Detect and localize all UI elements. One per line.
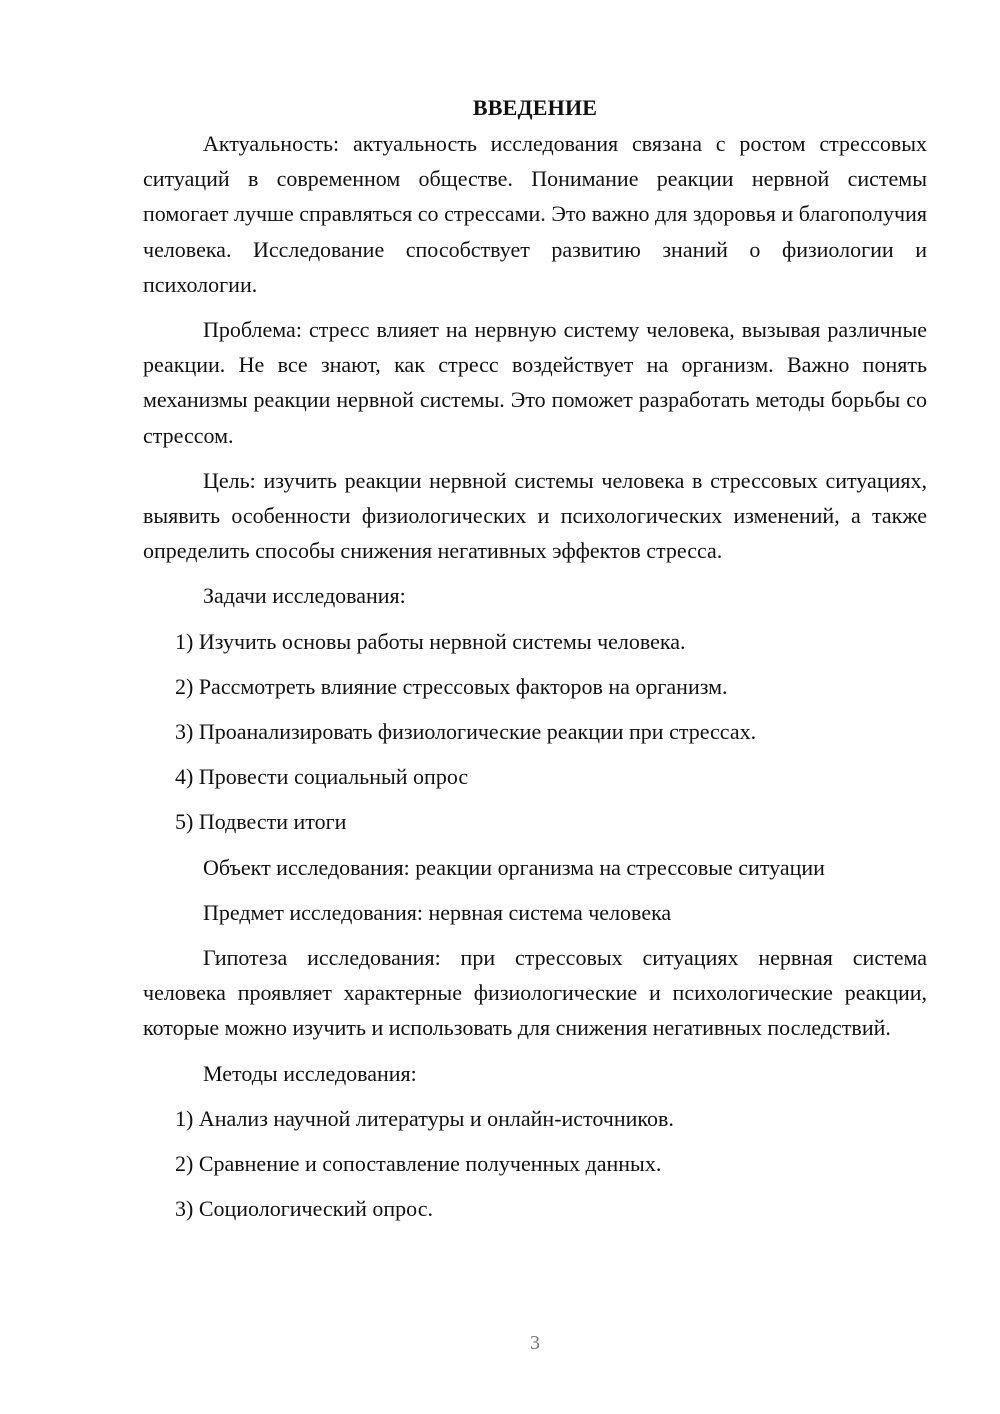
list-item: 4) Провести социальный опрос (175, 764, 469, 790)
list-item: 5) Подвести итоги (175, 809, 347, 835)
tasks-heading: Задачи исследования: (203, 583, 406, 609)
list-item: 3) Проанализировать физиологические реакции при стрессах. (175, 719, 757, 745)
list-item: 1) Анализ научной литературы и онлайн-источников. (175, 1105, 674, 1131)
page-number: 3 (530, 1332, 540, 1354)
list-item: 3) Социологический опрос. (175, 1196, 433, 1222)
document-page (143, 90, 927, 1236)
list-item: 2) Рассмотреть влияние стрессовых факторов на организм. (175, 673, 728, 699)
object-paragraph: Объект исследования: реакции организма на стрессовые ситуации (203, 854, 825, 880)
relevance-paragraph: Актуальность: актуальность исследования связана с ростом стрессовых ситуаций в современном обществе. Понимание реакции нервной системы помогает лучше справляться со стрессами. Это важно для здоровья и благополучия человека. Исследование способствует развитию знаний о физиологии и психологии. (143, 131, 927, 297)
methods-heading: Методы исследования: (203, 1060, 417, 1086)
section-title: ВВЕДЕНИЕ (472, 95, 598, 120)
list-item: 2) Сравнение и сопоставление полученных данных. (175, 1151, 662, 1177)
list-item: 1) Изучить основы работы нервной системы человека. (175, 628, 686, 654)
tasks-list (143, 624, 927, 840)
methods-list (143, 1101, 927, 1227)
subject-paragraph: Предмет исследования: нервная система человека (203, 899, 672, 925)
goal-paragraph: Цель: изучить реакции нервной системы человека в стрессовых ситуациях, выявить особенности физиологических и психологических изменений, а также определить способы снижения негативных эффектов стресса. (143, 467, 927, 564)
problem-paragraph: Проблема: стресс влияет на нервную систему человека, вызывая различные реакции. Не все знают, как стресс воздействует на организм. Важно понять механизмы реакции нервной системы. Это поможет разработать методы борьбы со стрессом. (143, 317, 927, 448)
hypothesis-paragraph: Гипотеза исследования: при стрессовых ситуациях нервная система человека проявляет характерные физиологические и психологические реакции, которые можно изучить и использовать для снижения негативных последствий. (143, 945, 927, 1041)
